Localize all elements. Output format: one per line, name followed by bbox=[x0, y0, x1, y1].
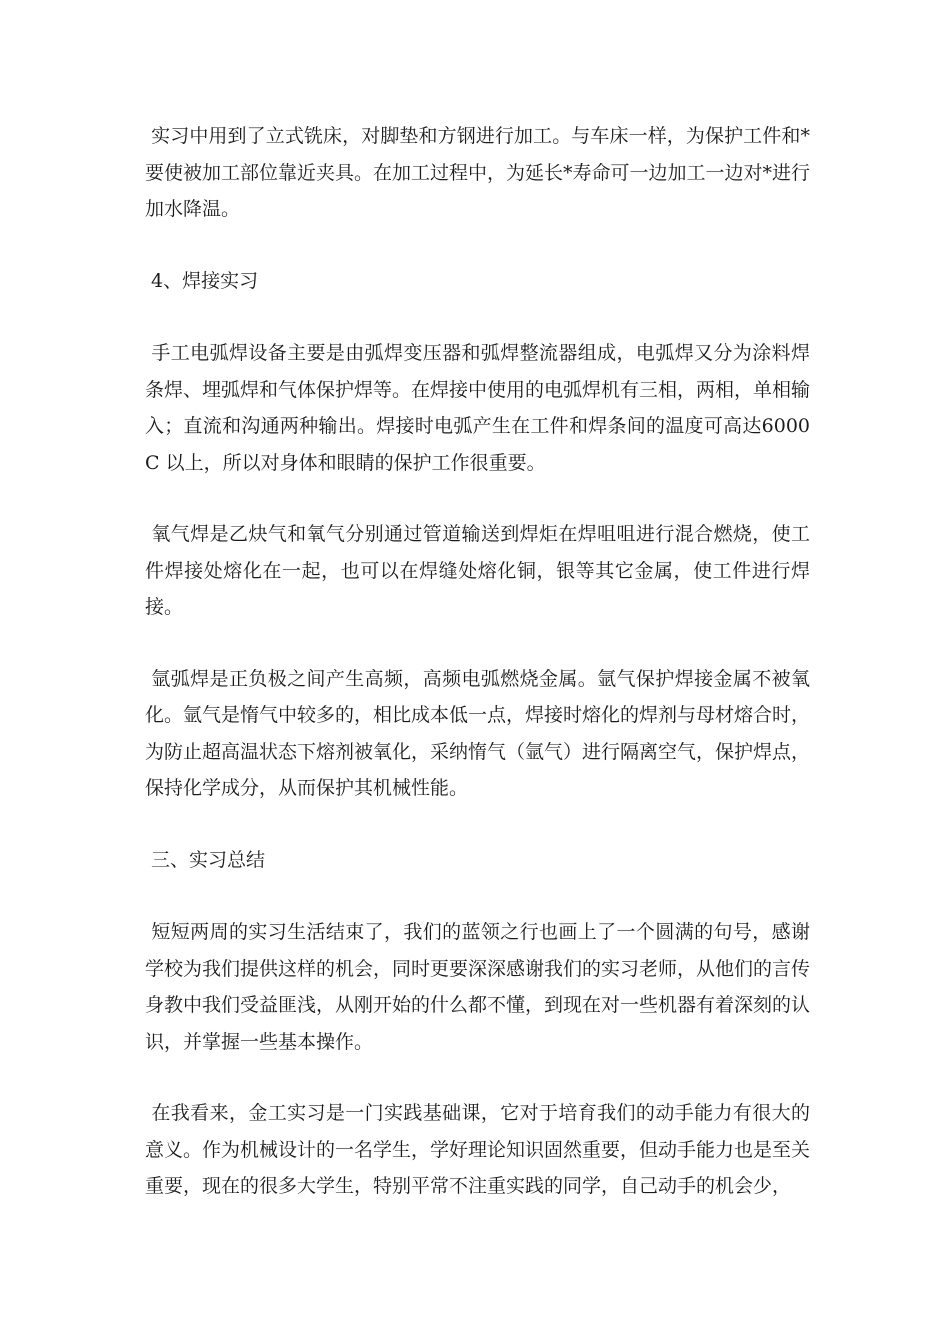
paragraph-milling: 实习中用到了立式铣床，对脚垫和方钢进行加工。与车床一样，为保护工件和*要使被加工部位靠近夹具。在加工过程中，为延长*寿命可一边加工一边对*进行加水降温。 bbox=[145, 125, 811, 220]
paragraph-oxygen-welding: 氧气焊是乙炔气和氧气分别通过管道输送到焊炬在焊咀咀进行混合燃烧，使工件焊接处熔化在一起，也可以在焊缝处熔化铜，银等其它金属，使工件进行焊接。 bbox=[145, 523, 810, 618]
paragraph-summary-1: 短短两周的实习生活结束了，我们的蓝领之行也画上了一个圆满的句号，感谢学校为我们提供这样的机会，同时更要深深感谢我们的实习老师，从他们的言传身教中我们受益匪浅，从刚开始的什么都不懂，到现在对一些机器有着深刻的认识，并掌握一些基本操作。 bbox=[145, 921, 811, 1053]
section-heading-summary: 三、实习总结 bbox=[145, 848, 266, 871]
section-heading-welding: 4、焊接实习 bbox=[145, 269, 259, 292]
paragraph-summary-2: 在我看来，金工实习是一门实践基础课，它对于培育我们的动手能力有很大的意义。作为机械设计的一名学生，学好理论知识固然重要，但动手能力也是至关重要，现在的很多大学生，特别平常不注重实践的同学，自己动手的机会少， bbox=[145, 1102, 811, 1197]
document-page bbox=[145, 118, 810, 1240]
paragraph-arc-welding: 手工电弧焊设备主要是由弧焊变压器和弧焊整流器组成，电弧焊又分为涂料焊条焊、埋弧焊和气体保护焊等。在焊接中使用的电弧焊机有三相，两相，单相输入；直流和沟通两种输出。焊接时电弧产生在工件和焊条间的温度可高达6000C 以上，所以对身体和眼睛的保护工作很重要。 bbox=[145, 342, 811, 474]
paragraph-argon-welding: 氩弧焊是正负极之间产生高频，高频电弧燃烧金属。氩气保护焊接金属不被氧化。氩气是惰气中较多的，相比成本低一点，焊接时熔化的焊剂与母材熔合时，为防止超高温状态下熔剂被氧化，采纳惰气（氩气）进行隔离空气，保护焊点，保持化学成分，从而保护其机械性能。 bbox=[145, 667, 811, 799]
